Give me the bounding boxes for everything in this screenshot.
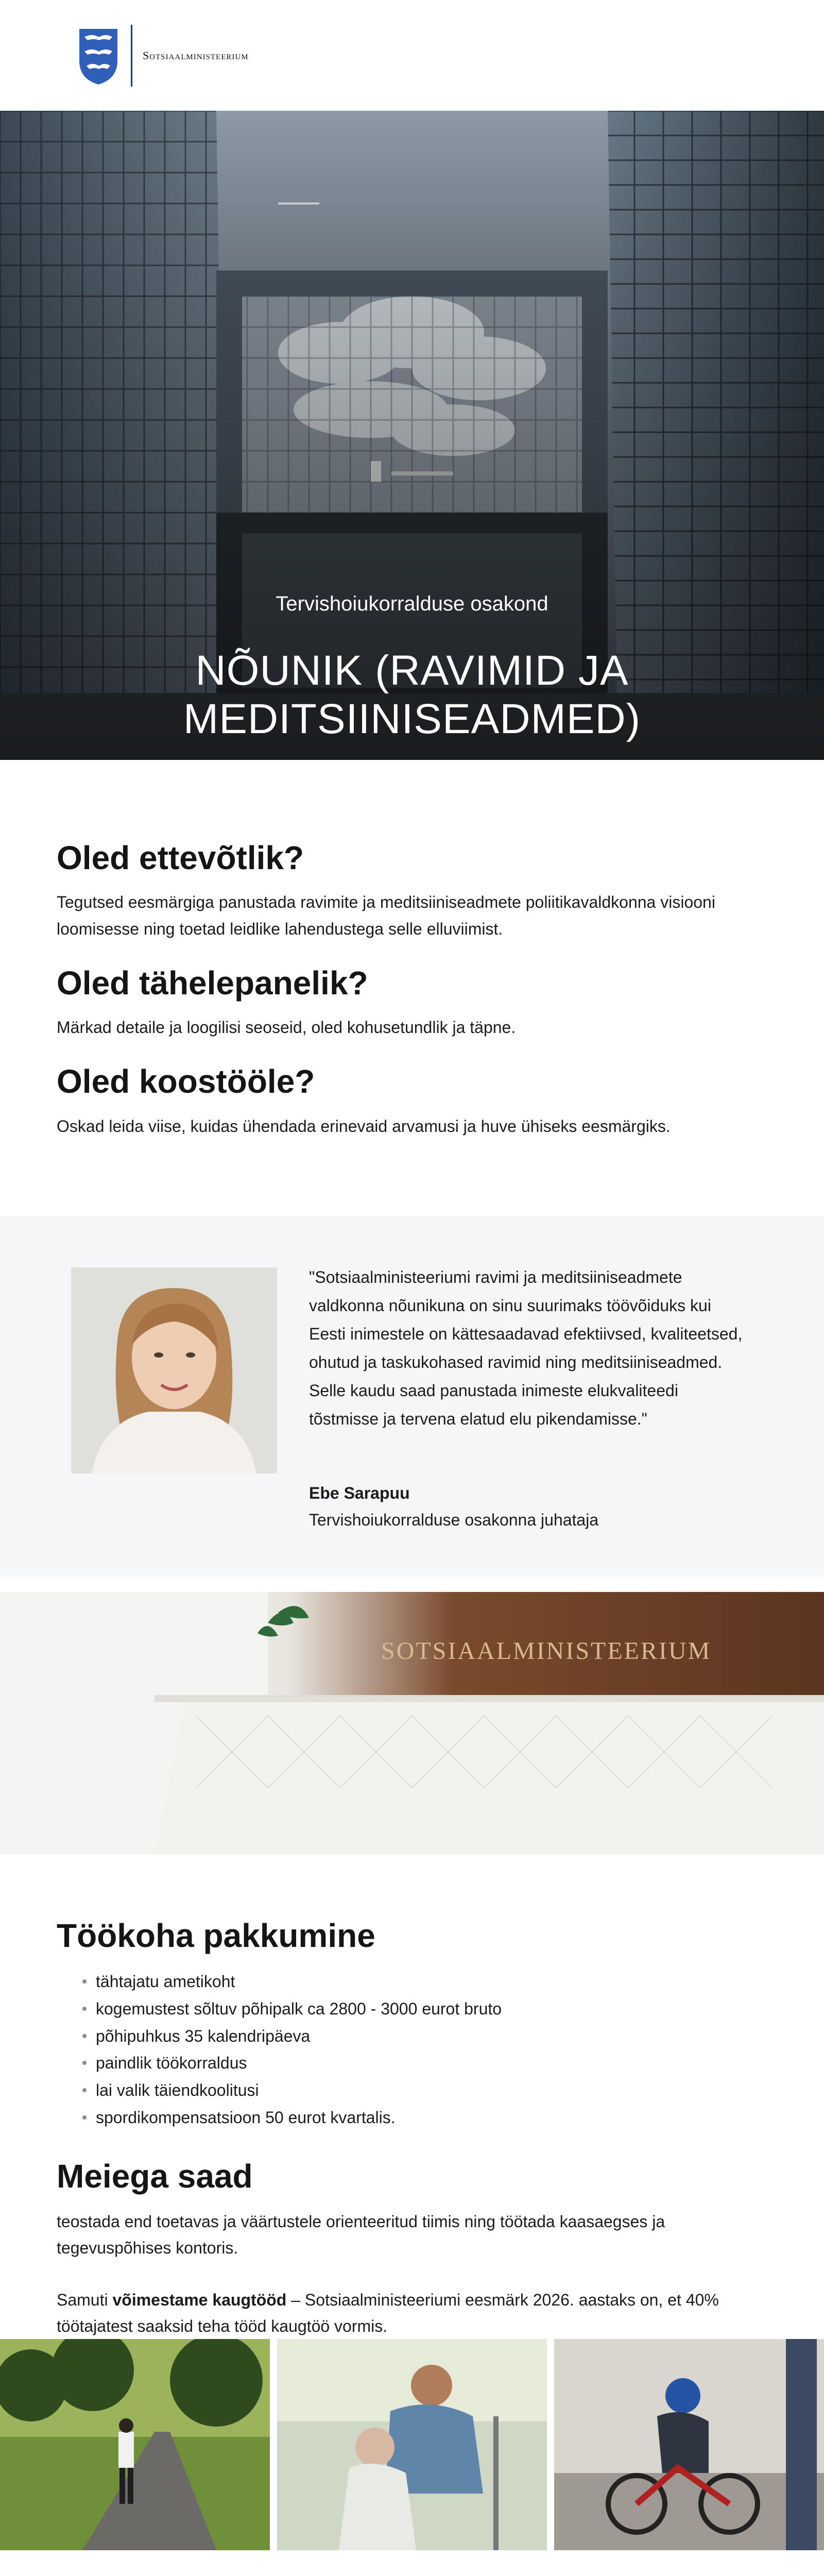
hero-banner: [0, 111, 824, 760]
list-item: põhipuhkus 35 kalendripäeva: [82, 2023, 767, 2050]
intro-block: [57, 965, 767, 1041]
quote-section: [0, 1216, 824, 1577]
coat-of-arms-icon: [77, 25, 119, 87]
offer-section: [57, 1917, 767, 2366]
photo-strip: [0, 2339, 824, 2550]
caregiver-photo: [277, 2339, 547, 2550]
remote-work-text: [57, 2287, 767, 2340]
list-item: kogemustest sõltuv põhipalk ca 2800 - 3000 eurot bruto: [82, 1995, 767, 2023]
manager-photo: [71, 1267, 277, 1473]
runner-photo: [0, 2339, 270, 2550]
offer-heading: Töökoha pakkumine: [57, 1917, 375, 1954]
intro-block: [57, 1063, 767, 1140]
gain-text: teostada end toetavas ja väärtustele orienteeritud tiimis ning töötada kaasaegses ja tegevuspõhises kontoris.: [57, 2212, 665, 2257]
office-lobby-image: [0, 1592, 824, 1855]
hero-department: Tervishoiukorralduse osakond: [276, 592, 548, 615]
list-item: spordikompensatsioon 50 eurot kvartalis.: [82, 2104, 767, 2131]
list-item: paindlik töökorraldus: [82, 2049, 767, 2077]
remote-prefix: Samuti: [57, 2291, 113, 2310]
intro-heading: Oled ettevõtlik?: [57, 839, 304, 876]
page-title: NÕUNIK (RAVIMID JA MEDITSIINISEADMED): [183, 647, 641, 743]
logo-divider: [131, 25, 132, 87]
site-header: [0, 0, 824, 111]
remote-bold: võimestame kaugtööd: [112, 2291, 287, 2310]
intro-text: Oskad leida viise, kuidas ühendada erinevaid arvamusi ja huve ühiseks eesmärgiks.: [57, 1116, 671, 1136]
org-name: Sotsiaalministeerium: [143, 49, 249, 62]
logo[interactable]: [77, 25, 249, 87]
quote-text: "Sotsiaalministeeriumi ravimi ja meditsiiniseadmete valdkonna nõunikuna on sinu suurimaks töövõiduks kui Eesti inimestele on kättesaadavad efektiivsed, kvaliteetsed, ohutud ja taskukohased ravimid ning meditsiiniseadmed. Selle kaudu saad panustada inimeste elukvaliteedi tõstmisse ja tervena elatud elu pikendamisse.": [309, 1268, 743, 1429]
intro-section: [57, 840, 767, 1162]
quote-author-name: Ebe Sarapuu: [309, 1484, 410, 1502]
intro-heading: Oled tähelepanelik?: [57, 964, 368, 1002]
list-item: lai valik täiendkoolitusi: [82, 2077, 767, 2104]
intro-text: Märkad detaile ja loogilisi seoseid, oled kohusetundlik ja täpne.: [57, 1018, 516, 1037]
gain-heading: Meiega saad: [57, 2157, 253, 2195]
intro-text: Tegutsed eesmärgiga panustada ravimite ja meditsiiniseadmete poliitikavaldkonna visiooni loomisesse ning toetad leidlike lahendustega selle elluviimist.: [57, 893, 715, 938]
office-sign-text: SOTSIAALMINISTEERIUM: [381, 1637, 712, 1665]
remote-suffix: – Sotsiaalministeeriumi eesmärk 2026. aastaks on, et 40% töötajatest saaksid teha tööd kaugtöö vormis.: [57, 2291, 719, 2336]
quote-author-role: Tervishoiukorralduse osakonna juhataja: [309, 1511, 599, 1529]
list-item: tähtajatu ametikoht: [82, 1968, 767, 1995]
intro-heading: Oled koostööle?: [57, 1063, 315, 1100]
intro-block: [57, 840, 767, 942]
cyclist-photo: [554, 2339, 824, 2550]
offer-list: [82, 1968, 767, 2131]
